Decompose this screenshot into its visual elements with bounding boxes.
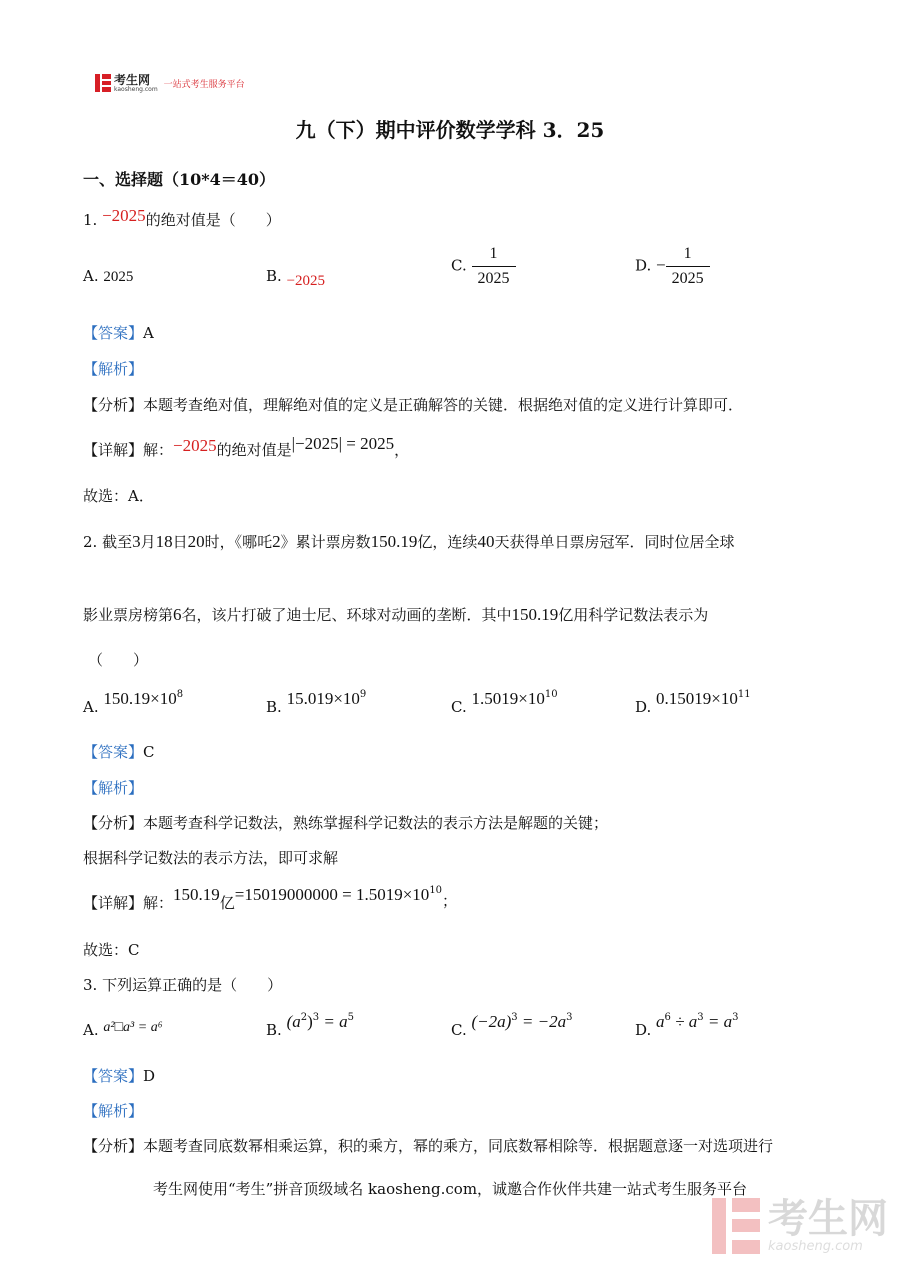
q3-analysis-tag: 【解析】: [83, 1102, 144, 1120]
text: 月: [140, 533, 156, 551]
text: 亿用科学记数法表示为: [558, 606, 709, 624]
q1-stem: [83, 206, 281, 230]
number: 150.19: [370, 532, 418, 551]
option-label: B.: [266, 1021, 282, 1039]
option-value: (−2a): [471, 1012, 512, 1031]
option-value: a²□a³ = a⁶: [103, 1020, 163, 1035]
q3-text: 下列运算正确的是（ ）: [102, 976, 283, 994]
q2-fenxi: [83, 813, 608, 833]
q1-option-d: [635, 244, 710, 289]
option-label: C.: [451, 698, 467, 716]
number: 18: [155, 532, 173, 551]
text: 》累计票房数: [280, 533, 371, 551]
answer-tag: 【答案】: [83, 324, 144, 342]
logo-name: 考生网: [114, 72, 151, 87]
q1-option-c: [451, 244, 516, 289]
q2-option-b: [266, 689, 367, 716]
q2-answer: [83, 742, 155, 762]
q3-option-c: [451, 1012, 573, 1039]
text: 天获得单日票房冠军．同时位居全球: [494, 533, 735, 551]
q2-line1: [83, 532, 734, 552]
detail-pre: 解：: [143, 441, 174, 459]
option-value: 0.15019×10: [656, 689, 738, 708]
page-title: 九（下）期中评价数学学科 3．25: [295, 118, 605, 142]
detail-tag: 【详解】: [83, 441, 144, 459]
number: 150.19: [511, 605, 559, 624]
text: 日: [172, 533, 188, 551]
minus-sign: −: [656, 255, 666, 275]
q3-fenxi: [83, 1136, 773, 1156]
answer-tag: 【答案】: [83, 1067, 144, 1085]
exponent: 5: [347, 1012, 355, 1023]
exponent: 10: [544, 689, 558, 700]
logo-slogan: 一站式考生服务平台: [163, 79, 245, 90]
option-value: −2025: [286, 273, 326, 289]
fenxi-tag: 【分析】: [83, 396, 144, 414]
answer-tag: 【答案】: [83, 743, 144, 761]
page-footer: 考生网使用“考生”拼音顶级域名 kaosheng.com，诚邀合作伙伴共建一站式考生服务平台: [152, 1180, 748, 1198]
text: 名，该片打破了迪士尼、环球对动画的垄断．其中: [181, 606, 512, 624]
option-value: = −2a: [517, 1012, 567, 1031]
detail-expr-abs: |−2025| = 2025: [291, 434, 395, 453]
q1-choose: 故选：A．: [83, 487, 154, 505]
option-value: a: [656, 1012, 665, 1031]
answer-value: D: [143, 1067, 156, 1085]
q2-detail: [83, 885, 458, 912]
q1-option-b: [266, 266, 325, 287]
q3-number: 3.: [83, 976, 98, 994]
detail-number: 150.19: [173, 885, 220, 904]
q3-option-b: [266, 1012, 355, 1039]
exponent: 8: [176, 689, 184, 700]
exponent: 11: [737, 689, 751, 700]
q2-line3: （ ）: [88, 651, 149, 669]
q2-option-a: [83, 689, 184, 716]
fraction-numerator: 1: [472, 244, 516, 267]
text: 时，《哪吒: [204, 533, 273, 551]
q2-choose: 故选：C: [83, 941, 140, 959]
option-value: 15.019×10: [286, 689, 360, 708]
option-label: D.: [635, 1021, 652, 1039]
exponent: 9: [359, 689, 367, 700]
detail-pre: 解：: [143, 894, 174, 912]
detail-unit: 亿: [219, 894, 235, 912]
option-label: A.: [83, 267, 99, 285]
detail-mid: 的绝对值是: [216, 441, 292, 459]
watermark-mark-icon: [712, 1198, 760, 1254]
option-label: C.: [451, 1021, 467, 1039]
q1-detail: [83, 434, 410, 460]
q3-option-a: [83, 1016, 163, 1038]
q2-number: 2.: [83, 533, 98, 551]
number: 6: [173, 605, 182, 624]
q1-expr: −2025: [102, 206, 146, 225]
fraction-numerator: 1: [666, 244, 710, 267]
exponent: 10: [429, 885, 443, 896]
fenxi-tag: 【分析】: [83, 814, 144, 832]
q1-analysis-tag: 【解析】: [83, 360, 144, 378]
number: 20: [187, 532, 205, 551]
option-value: (a: [286, 1012, 301, 1031]
fraction-denominator: 2025: [477, 270, 510, 287]
text: 亿，连续: [417, 533, 478, 551]
exponent: 6: [664, 1012, 671, 1023]
detail-tag: 【详解】: [83, 894, 144, 912]
exponent: 3: [312, 1012, 320, 1023]
logo-domain: kaosheng.com: [114, 85, 158, 93]
option-value: 150.19×10: [103, 689, 177, 708]
section-heading: 一、选择题（10*4＝40）: [83, 170, 276, 189]
text: 截至: [102, 533, 133, 551]
q3-stem: [83, 975, 282, 995]
q3-answer: [83, 1066, 155, 1086]
fraction-denominator: 2025: [671, 270, 704, 287]
exponent: 3: [511, 1012, 518, 1023]
q2-option-c: [451, 689, 558, 716]
q1-option-a: [83, 266, 133, 287]
q1-text: 的绝对值是（ ）: [145, 211, 281, 229]
option-value: = a: [703, 1012, 733, 1031]
option-label: B.: [266, 267, 282, 285]
exponent: 2: [300, 1012, 308, 1023]
detail-end: ，: [394, 441, 410, 459]
exponent: 3: [697, 1012, 704, 1023]
watermark-name: 考生网: [768, 1196, 888, 1242]
fenxi-text: 本题考查绝对值，理解绝对值的定义是正确解答的关键．根据绝对值的定义进行计算即可．: [143, 396, 744, 414]
fenxi-tag: 【分析】: [83, 1137, 144, 1155]
exponent: 3: [566, 1012, 573, 1023]
option-value: = a: [319, 1012, 348, 1031]
option-label: C.: [451, 256, 467, 275]
option-label: A.: [83, 698, 99, 716]
option-label: D.: [635, 698, 652, 716]
option-label: B.: [266, 698, 282, 716]
answer-value: C: [143, 743, 155, 761]
fenxi-text: 本题考查同底数幂相乘运算，积的乘方，幂的乘方，同底数幂相除等．根据题意逐一对选项进行: [143, 1137, 774, 1155]
detail-expr: −2025: [173, 436, 217, 455]
option-label: A.: [83, 1021, 99, 1039]
watermark-domain: kaosheng.com: [768, 1239, 863, 1254]
q1-fenxi: [83, 395, 743, 415]
q2-fenxi2: 根据科学记数法的表示方法，即可求解: [83, 849, 339, 867]
q2-line2: [83, 605, 708, 625]
watermark-logo: [712, 1198, 888, 1254]
q2-option-d: [635, 689, 751, 716]
answer-value: A: [143, 324, 154, 342]
q1-number: 1.: [83, 211, 98, 229]
option-value: ): [307, 1012, 313, 1031]
q2-analysis-tag: 【解析】: [83, 779, 144, 797]
number: 3: [132, 532, 141, 551]
q1-answer: [83, 323, 154, 343]
exponent: 3: [732, 1012, 739, 1023]
option-label: D.: [635, 256, 652, 275]
header-logo: [95, 72, 245, 94]
option-value: ÷ a: [670, 1012, 698, 1031]
logo-mark-icon: [95, 74, 111, 92]
q3-option-d: [635, 1012, 739, 1039]
option-value: 1.5019×10: [471, 689, 545, 708]
detail-equation: =15019000000 = 1.5019×10: [234, 885, 430, 904]
option-value: 2025: [103, 269, 134, 285]
number: 2: [272, 532, 281, 551]
text: 影业票房榜第: [83, 606, 174, 624]
fenxi-text: 本题考查科学记数法，熟练掌握科学记数法的表示方法是解题的关键；: [143, 814, 609, 832]
detail-end: ；: [442, 892, 458, 910]
number: 40: [477, 532, 495, 551]
